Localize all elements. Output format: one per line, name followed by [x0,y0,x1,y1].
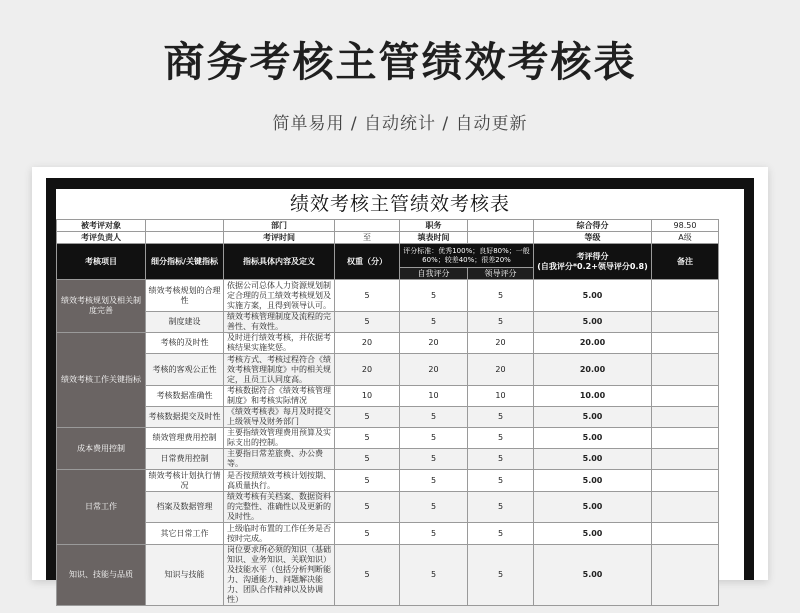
col-header-leader: 领导评分 [468,268,534,280]
info-value-dept[interactable] [335,220,400,232]
final-score-cell: 20.00 [534,333,652,354]
leader-score-cell[interactable]: 5 [468,470,534,492]
table-row [57,428,719,449]
sub-indicator: 日常费用控制 [146,449,224,470]
table-row [57,545,719,606]
self-score-cell[interactable]: 20 [400,333,468,354]
sub-indicator: 绩效管理费用控制 [146,428,224,449]
table-row [57,449,719,470]
note-cell[interactable] [652,386,719,407]
sub-indicator: 考核数据准确性 [146,386,224,407]
page-subtitle: 简单易用 / 自动统计 / 自动更新 [272,114,528,134]
info-value-total: 98.50 [652,220,719,232]
sub-indicator: 绩效考核规划的合理性 [146,280,224,312]
indicator-content: 主要指绩效管理费用预算及实际支出的控制。 [224,428,335,449]
indicator-content: 绩效考核管理制度及流程的完善性、有效性。 [224,312,335,333]
final-score-cell: 5.00 [534,312,652,333]
note-cell[interactable] [652,470,719,492]
indicator-content: 岗位要求所必须的知识（基础知识、业务知识、关联知识）及技能水平（包括分析判断能力、沟通能力、问题解决能力、团队合作精神以及协调性） [224,545,335,606]
col-header-sub: 细分指标/关键指标 [146,244,224,280]
appraisal-table [56,219,719,606]
info-label-target: 被考评对象 [57,220,146,232]
table-body [57,280,719,606]
info-label-position: 职务 [400,220,468,232]
info-row-1 [57,220,719,232]
self-score-cell[interactable]: 10 [400,386,468,407]
final-score-cell: 5.00 [534,523,652,545]
info-label-dept: 部门 [224,220,335,232]
col-header-weight: 权重（分） [335,244,400,280]
info-label-grade: 等级 [534,232,652,244]
self-score-cell[interactable]: 5 [400,428,468,449]
self-score-cell[interactable]: 5 [400,280,468,312]
info-label-total: 综合得分 [534,220,652,232]
info-label-time: 考评时间 [224,232,335,244]
sub-indicator: 档案及数据管理 [146,492,224,523]
note-cell[interactable] [652,545,719,606]
group-name: 知识、技能与品质 [57,545,146,606]
indicator-content: 考核数据符合《绩效考核管理制度》和考核实际情况 [224,386,335,407]
table-row [57,470,719,492]
table-row [57,333,719,354]
col-header-content: 指标具体内容及定义 [224,244,335,280]
weight-cell: 5 [335,492,400,523]
table-row [57,312,719,333]
table-row [57,523,719,545]
weight-cell: 20 [335,333,400,354]
weight-cell: 5 [335,280,400,312]
note-cell[interactable] [652,449,719,470]
indicator-content: 绩效考核有关档案、数据资料的完整性、准确性以及更新的及时性。 [224,492,335,523]
note-cell[interactable] [652,523,719,545]
info-value-grade: A级 [652,232,719,244]
table-row [57,386,719,407]
final-score-cell: 10.00 [534,386,652,407]
spreadsheet-sheet [56,189,744,604]
note-cell[interactable] [652,280,719,312]
sub-indicator: 其它日常工作 [146,523,224,545]
final-score-cell: 5.00 [534,449,652,470]
self-score-cell[interactable]: 5 [400,312,468,333]
col-header-self: 自我评分 [400,268,468,280]
leader-score-cell[interactable]: 5 [468,492,534,523]
leader-score-cell[interactable]: 5 [468,280,534,312]
col-header-item: 考核项目 [57,244,146,280]
weight-cell: 5 [335,545,400,606]
note-cell[interactable] [652,354,719,386]
leader-score-cell[interactable]: 20 [468,333,534,354]
table-row [57,492,719,523]
sub-indicator: 制度建设 [146,312,224,333]
info-value-position[interactable] [468,220,534,232]
info-row-2 [57,232,719,244]
sub-indicator: 考核数据提交及时性 [146,407,224,428]
leader-score-cell[interactable]: 5 [468,312,534,333]
sub-indicator: 考核的及时性 [146,333,224,354]
spreadsheet-frame [46,178,754,604]
note-cell[interactable] [652,312,719,333]
self-score-cell[interactable]: 5 [400,523,468,545]
note-cell[interactable] [652,333,719,354]
indicator-content: 主要指日常差旅费、办公费等。 [224,449,335,470]
info-label-filltime: 填表时间 [400,232,468,244]
group-name: 绩效考核规划及相关制度完善 [57,280,146,333]
weight-cell: 5 [335,523,400,545]
table-row [57,280,719,312]
col-header-score: 考评得分 (自我评分*0.2+领导评分0.8) [534,244,652,280]
final-score-cell: 5.00 [534,545,652,606]
info-value-time[interactable]: 至 [335,232,400,244]
col-header-standard: 评分标准：优秀100%；良好80%；一般60%；较差40%；很差20% [400,244,534,268]
indicator-content: 考核方式、考核过程符合《绩效考核管理制度》中的相关规定，且员工认同度高。 [224,354,335,386]
final-score-cell: 5.00 [534,492,652,523]
info-value-target[interactable] [146,220,224,232]
header-row-1 [57,244,719,268]
weight-cell: 5 [335,428,400,449]
info-value-filltime[interactable] [468,232,534,244]
preview-card [32,167,768,604]
info-value-owner[interactable] [146,232,224,244]
group-name: 绩效考核工作关键指标 [57,333,146,428]
indicator-content: 上级临时布置的工作任务是否按时完成。 [224,523,335,545]
leader-score-cell[interactable]: 5 [468,428,534,449]
final-score-cell: 20.00 [534,354,652,386]
note-cell[interactable] [652,428,719,449]
weight-cell: 5 [335,407,400,428]
self-score-cell[interactable]: 5 [400,407,468,428]
final-score-cell: 5.00 [534,428,652,449]
indicator-content: 《绩效考核表》每月及时提交上级领导及财务部门 [224,407,335,428]
info-label-owner: 考评负责人 [57,232,146,244]
self-score-cell[interactable]: 5 [400,449,468,470]
note-cell[interactable] [652,407,719,428]
leader-score-cell[interactable]: 5 [468,407,534,428]
weight-cell: 5 [335,312,400,333]
final-score-cell: 5.00 [534,407,652,428]
indicator-content: 依据公司总体人力资源规划制定合理的员工绩效考核规划及实施方案，且得到领导认可。 [224,280,335,312]
sub-indicator: 绩效考核计划执行情况 [146,470,224,492]
indicator-content: 及时进行绩效考核，并依据考核结果实施奖惩。 [224,333,335,354]
group-name: 成本费用控制 [57,428,146,470]
sub-indicator: 知识与技能 [146,545,224,606]
page-title: 商务考核主管绩效考核表 [163,38,637,86]
note-cell[interactable] [652,492,719,523]
table-row [57,354,719,386]
leader-score-cell[interactable]: 10 [468,386,534,407]
final-score-cell: 5.00 [534,470,652,492]
weight-cell: 20 [335,354,400,386]
leader-score-cell[interactable]: 5 [468,545,534,606]
weight-cell: 5 [335,470,400,492]
sheet-title: 绩效考核主管绩效考核表 [289,193,510,215]
leader-score-cell[interactable]: 20 [468,354,534,386]
self-score-cell[interactable]: 20 [400,354,468,386]
final-score-cell: 5.00 [534,280,652,312]
leader-score-cell[interactable]: 5 [468,449,534,470]
self-score-cell[interactable]: 5 [400,470,468,492]
table-row [57,407,719,428]
weight-cell: 5 [335,449,400,470]
self-score-cell[interactable]: 5 [400,545,468,606]
group-name: 日常工作 [57,470,146,545]
leader-score-cell[interactable]: 5 [468,523,534,545]
sub-indicator: 考核的客观公正性 [146,354,224,386]
self-score-cell[interactable]: 5 [400,492,468,523]
col-header-note: 备注 [652,244,719,280]
indicator-content: 是否按照绩效考核计划按期、高质量执行。 [224,470,335,492]
weight-cell: 10 [335,386,400,407]
